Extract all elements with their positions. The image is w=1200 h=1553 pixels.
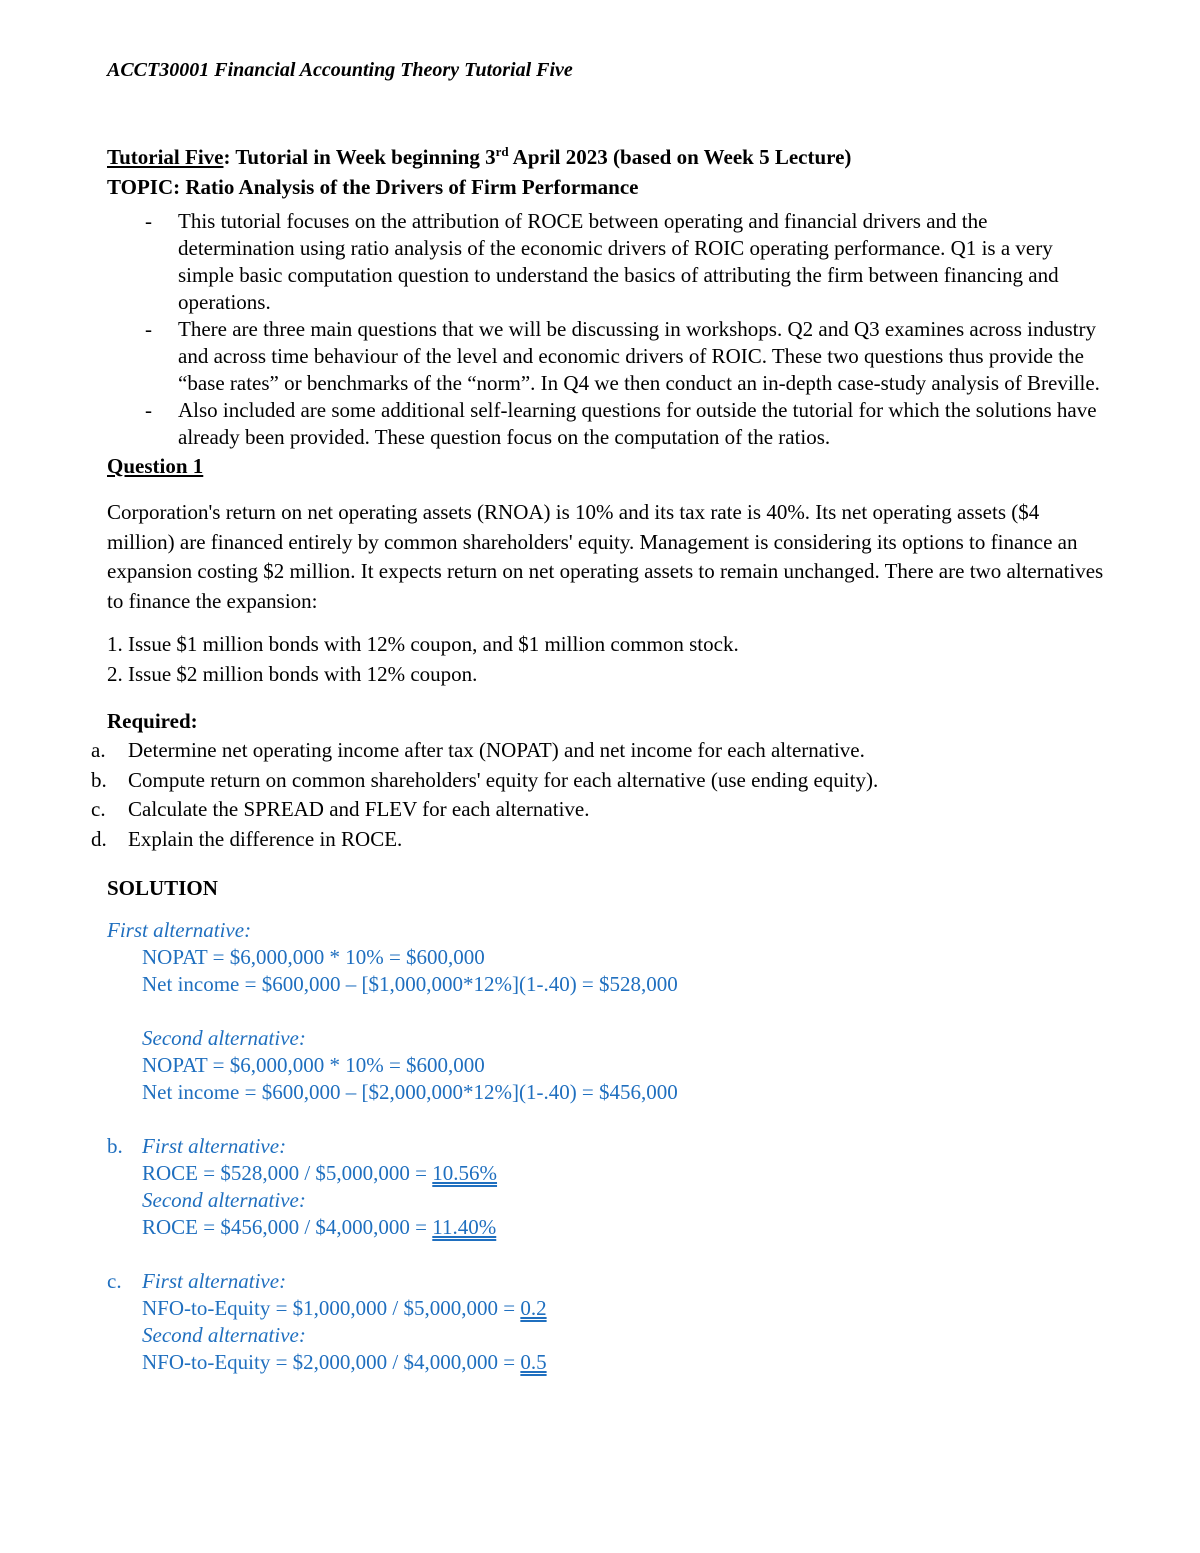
required-item: b. Compute return on common shareholders' equity for each alternative (use ending equity). [91,767,879,792]
solution-c-second-result: 0.5 [520,1350,547,1374]
required-label: Required: [107,709,198,733]
solution-a-second-net-income: Net income = $600,000 – [$2,000,000*12%](1-.40) = $456,000 [142,1080,678,1104]
tutorial-title: Tutorial Five: Tutorial in Week beginning 3rd April 2023 (based on Week 5 Lecture) [107,144,852,169]
solution-c-first-result: 0.2 [520,1296,547,1320]
solution-a-first-net-income: Net income = $600,000 – [$1,000,000*12%](1-.40) = $528,000 [142,972,678,996]
bullet-item: - This tutorial focuses on the attribution of ROCE between operating and financial drivers and the determination using ratio analysis of the economic drivers of ROIC operating performance. Q1 is a very simple basic computation question to understand the basics of attributing the firm between financing and operations. [145,209,1059,314]
solution-a-second-nopat: NOPAT = $6,000,000 * 10% = $600,000 [142,1053,485,1077]
solution-b-second-result: 11.40% [432,1215,497,1239]
required-item: d. Explain the difference in ROCE. [91,826,403,851]
bullet-item: - There are three main questions that we will be discussing in workshops. Q2 and Q3 examines across industry and across time behaviour of the level and economic drivers of ROIC. These two questions thus provide the “base rates” or benchmarks of the “norm”. In Q4 we then conduct an in-depth case-study analysis of Breville. [145,317,1100,395]
solution-body [107,917,1107,1376]
solution-b-second-label: Second alternative: [142,1188,306,1212]
option-item: 2. Issue $2 million bonds with 12% coupon. [107,661,478,686]
solution-c-first-calc: NFO-to-Equity = $1,000,000 / $5,000,000 = 0.2 [142,1296,547,1320]
required-item: a. Determine net operating income after tax (NOPAT) and net income for each alternative. [91,738,865,762]
solution-c-first-label: First alternative: [142,1269,287,1293]
topic-title: TOPIC: Ratio Analysis of the Drivers of Firm Performance [107,175,639,199]
required-item: c. Calculate the SPREAD and FLEV for each alternative. [91,797,590,821]
financing-options [107,630,1107,689]
solution-c: c. First alternative: NFO-to-Equity = $1,000,000 / $5,000,000 = 0.2 Second alternative: NFO-to-Equity = $2,000,000 / $4,000,000 = 0.5 [107,1268,1107,1376]
tutorial-label: Tutorial Five [107,145,224,169]
solution-a-second-label: Second alternative: [142,1026,306,1050]
solution-b-first-result: 10.56% [432,1161,498,1185]
solution-b-second-calc: ROCE = $456,000 / $4,000,000 = 11.40% [142,1215,497,1239]
solution-c-second-calc: NFO-to-Equity = $2,000,000 / $4,000,000 = 0.5 [142,1350,547,1374]
solution-c-second-label: Second alternative: [142,1323,306,1347]
solution-a-first-nopat: NOPAT = $6,000,000 * 10% = $600,000 [142,945,485,969]
solution-b-first-calc: ROCE = $528,000 / $5,000,000 = 10.56% [142,1161,498,1185]
bullet-item: - Also included are some additional self-learning questions for outside the tutorial for which the solutions have already been provided. These question focus on the computation of the ratios. [145,398,1097,449]
main-content [91,142,1107,1376]
solution-a-first-label: First alternative: [107,918,252,942]
solution-b: b. First alternative: ROCE = $528,000 / $5,000,000 = 10.56% Second alternative: ROCE = $456,000 / $4,000,000 = 11.40% [107,1133,1107,1241]
solution-b-first-label: First alternative: [142,1134,287,1158]
question-1-text: Corporation's return on net operating assets (RNOA) is 10% and its tax rate is 40%. Its net operating assets ($4 million) are financed entirely by common shareholders' equity. Management is considering its options to finance an expansion costing $2 million. It expects return on net operating assets to remain unchanged. There are two alternatives to finance the expansion: [107,500,1104,613]
intro-bullet-list [107,208,1107,451]
page-header: ACCT30001 Financial Accounting Theory Tutorial Five [107,59,573,81]
solution-heading: SOLUTION [107,876,218,900]
required-list [91,736,1107,854]
option-item: 1. Issue $1 million bonds with 12% coupon, and $1 million common stock. [107,632,739,656]
question-1-heading: Question 1 [107,454,204,478]
